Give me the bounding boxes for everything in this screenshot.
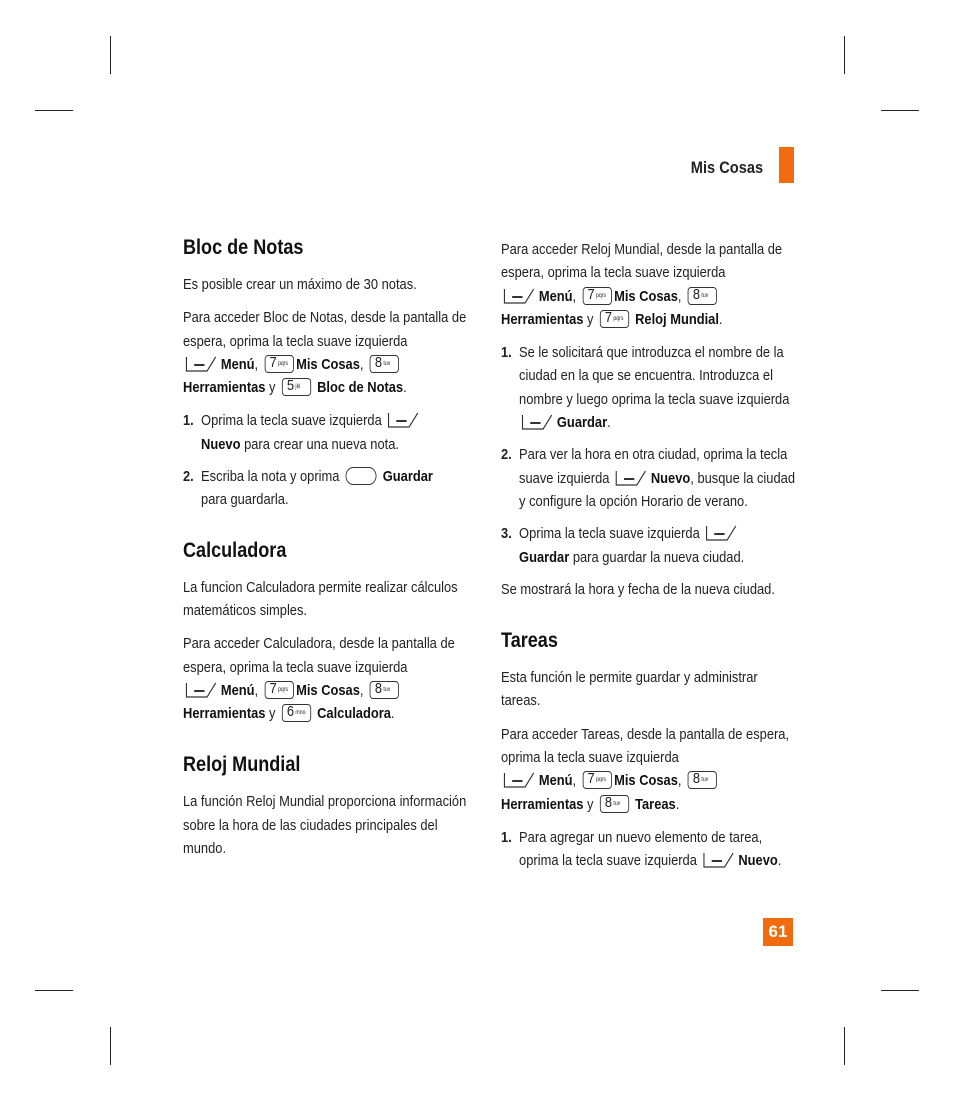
crop-mark [881,990,919,991]
calc-title: Calculadora [183,538,287,562]
right-column [501,238,801,882]
bloc-intro: Es posible crear un máximo de 30 notas. [183,276,417,293]
key-8-icon: 8 tuv [688,771,717,789]
tareas-title: Tareas [501,629,558,653]
key-8-icon: 8 tuv [370,681,399,699]
key-8-icon: 8 tuv [600,795,629,813]
key-7-icon: 7 pqrs [582,771,611,789]
key-8-icon: 8 tuv [370,355,399,373]
calc-intro: La funcion Calculadora permite realizar cálculos matemáticos simples. [183,578,458,619]
bloc-step-1: 1. Oprima la tecla suave izquierda Nuevo para crear una nueva nota. [183,409,477,456]
page-number: 61 [763,918,793,946]
key-7-icon: 7 pqrs [582,287,611,305]
crop-mark [35,110,73,111]
crop-mark [844,1027,845,1065]
reloj-step-3: 3. Oprima la tecla suave izquierda Guardar para guardar la nueva ciudad. [501,525,745,566]
bloc-step-2: 2. Escriba la nota y oprima Guardar para guardarla. [183,468,433,509]
crop-mark [110,1027,111,1065]
bloc-title: Bloc de Notas [183,236,304,259]
reloj-note: Se mostrará la hora y fecha de la nueva ciudad. [501,580,775,598]
crop-mark [35,990,73,991]
left-soft-key-icon [503,771,536,789]
tareas-step-1: 1. Para agregar un nuevo elemento de tarea, oprima la tecla suave izquierda Nuevo. [501,828,782,870]
left-soft-key-icon [705,524,738,542]
key-7-icon: 7 pqrs [264,681,293,699]
reloj-title: Reloj Mundial [183,753,301,777]
key-8-icon: 8 tuv [688,287,717,305]
left-soft-key-icon [185,681,218,699]
key-5-icon: 5 jkl [282,378,311,396]
left-soft-key-icon [503,287,536,305]
key-6-icon: 6 mno [282,704,311,722]
left-soft-key-icon [615,469,648,487]
tareas-access: Para acceder Tareas, desde la pantalla de espera, oprima la tecla suave izquierda Menú, 7 pqrs Mis Cosas, 8 tuv Herramientas y 8 tuv Tareas. [501,725,790,813]
reloj-intro: La función Reloj Mundial proporciona información sobre la hora de las ciudades principales del mundo. [183,793,467,858]
section-tab [779,147,794,183]
left-soft-key-icon [185,355,218,373]
key-7-icon: 7 pqrs [264,355,293,373]
left-soft-key-icon [387,411,420,429]
left-soft-key-icon [702,851,735,869]
ok-key-icon [346,467,377,485]
tareas-intro: Esta función le permite guardar y administrar tareas. [501,669,758,710]
crop-mark [881,110,919,111]
left-soft-key-icon [521,413,554,431]
left-column [183,236,473,870]
reloj-access: Para acceder Reloj Mundial, desde la pantalla de espera, oprima la tecla suave izquierda Menú, 7 pqrs Mis Cosas, 8 tuv Herramientas y 7 pqrs Reloj Mundial. [501,241,783,328]
section-header: Mis Cosas [690,158,763,177]
crop-mark [844,36,845,74]
calc-access: Para acceder Calculadora, desde la pantalla de espera, oprima la tecla suave izquierda Menú, 7 pqrs Mis Cosas, 8 tuv Herramientas y 6 mno Calculadora. [183,635,455,723]
key-7-icon: 7 pqrs [600,310,629,328]
reloj-step-1: 1. Se le solicitará que introduzca el nombre de la ciudad en la que se encuentra. Introduzca el nombre y luego oprima la tecla suave izquierda Guardar. [501,344,790,432]
bloc-access: Para acceder Bloc de Notas, desde la pantalla de espera, oprima la tecla suave izquierda Menú, 7 pqrs Mis Cosas, 8 tuv Herramientas y 5 jkl Bloc de Notas. [183,309,467,397]
crop-mark [110,36,111,74]
reloj-step-2: 2. Para ver la hora en otra ciudad, oprima la tecla suave izquierda Nuevo, busque la ciudad y configure la opción Horario de verano. [501,446,795,510]
